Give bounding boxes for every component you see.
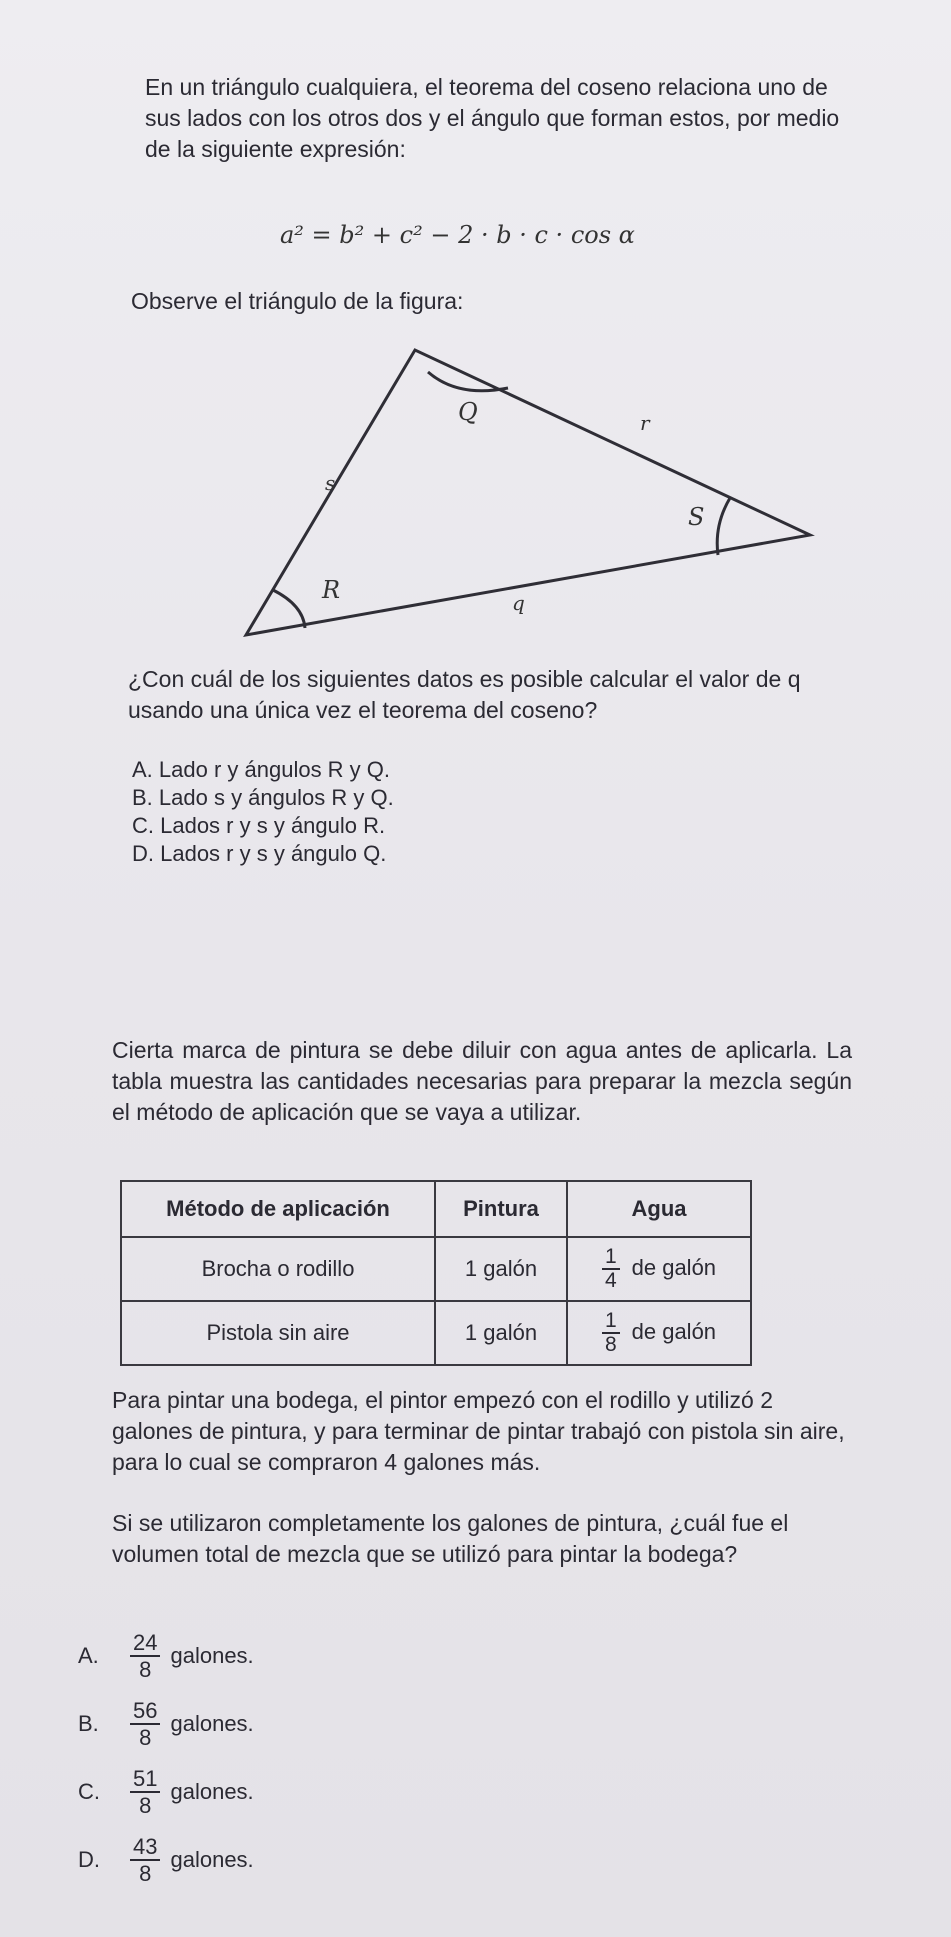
option-unit: galones. — [170, 1779, 254, 1804]
option-fraction — [130, 1630, 160, 1682]
fraction-numerator: 24 — [130, 1630, 160, 1657]
angle-arc-r — [273, 590, 305, 628]
cell-paint: 1 galón — [435, 1301, 567, 1365]
paint-intro-paragraph: Cierta marca de pintura se debe diluir con agua antes de aplicarla. La tabla muestra las cantidades necesarias para preparar la mezcla según el método de aplicación que se vaya a utilizar. — [112, 1037, 852, 1125]
option-2c[interactable] — [78, 1766, 254, 1818]
cell-method: Brocha o rodillo — [121, 1237, 435, 1301]
cell-water — [567, 1301, 751, 1365]
water-fraction — [602, 1246, 620, 1292]
option-letter: C. — [78, 1779, 100, 1804]
option-fraction — [130, 1766, 160, 1818]
fraction-numerator: 43 — [130, 1834, 160, 1861]
cell-method: Pistola sin aire — [121, 1301, 435, 1365]
fraction-denominator: 4 — [604, 1269, 617, 1292]
option-2d[interactable] — [78, 1834, 254, 1886]
fraction-numerator: 1 — [602, 1246, 620, 1270]
option-1b[interactable]: B. Lado s y ángulos R y Q. — [132, 785, 394, 810]
question-1: ¿Con cuál de los siguientes datos es posible calcular el valor de q usando una única vez el teorema del coseno? — [128, 666, 801, 723]
option-2b[interactable] — [78, 1698, 254, 1750]
fraction-numerator: 51 — [130, 1766, 160, 1793]
water-unit: de galón — [631, 1318, 717, 1344]
label-side-s: s — [325, 471, 336, 495]
option-1c[interactable]: C. Lados r y s y ángulo R. — [132, 813, 386, 838]
option-unit: galones. — [170, 1711, 254, 1736]
water-unit: de galón — [631, 1254, 717, 1280]
option-fraction — [130, 1698, 160, 1750]
label-angle-s: S — [688, 503, 705, 531]
table-row — [121, 1301, 751, 1365]
cell-water — [567, 1237, 751, 1301]
observe-instruction: Observe el triángulo de la figura: — [131, 288, 464, 314]
angle-arc-s — [717, 498, 730, 555]
fraction-numerator: 1 — [602, 1310, 620, 1334]
table-header-row — [121, 1181, 751, 1237]
cell-paint: 1 galón — [435, 1237, 567, 1301]
triangle-figure — [0, 0, 951, 660]
question-2: Si se utilizaron completamente los galones de pintura, ¿cuál fue el volumen total de mezcla que se utilizó para pintar la bodega? — [112, 1510, 789, 1567]
option-letter: D. — [78, 1847, 100, 1872]
option-1d[interactable]: D. Lados r y s y ángulo Q. — [132, 841, 387, 866]
header-water: Agua — [567, 1181, 751, 1237]
option-letter: A. — [78, 1643, 99, 1668]
label-angle-r: R — [322, 576, 341, 604]
fraction-denominator: 8 — [139, 1725, 152, 1750]
table-row — [121, 1237, 751, 1301]
fraction-denominator: 8 — [139, 1793, 152, 1818]
intro-paragraph: En un triángulo cualquiera, el teorema del coseno relaciona uno de sus lados con los otros dos y el ángulo que forman estos, por medio de la siguiente expresión: — [145, 74, 840, 162]
header-method: Método de aplicación — [121, 1181, 435, 1237]
paint-story-paragraph: Para pintar una bodega, el pintor empezó con el rodillo y utilizó 2 galones de pintura, y para terminar de pintar trabajó con pistola sin aire, para lo cual se compraron 4 galones más. — [112, 1387, 845, 1475]
option-fraction — [130, 1834, 160, 1886]
option-1a[interactable]: A. Lado r y ángulos R y Q. — [132, 757, 391, 782]
option-2a[interactable] — [78, 1630, 254, 1682]
fraction-denominator: 8 — [604, 1333, 617, 1356]
fraction-numerator: 56 — [130, 1698, 160, 1725]
option-unit: galones. — [170, 1847, 254, 1872]
label-side-q: q — [512, 591, 525, 615]
option-unit: galones. — [170, 1643, 254, 1668]
mixture-table — [120, 1180, 752, 1366]
cosine-law-formula: a² = b² + c² − 2 · b · c · cos α — [280, 221, 635, 249]
label-angle-q: Q — [458, 398, 478, 426]
fraction-denominator: 8 — [139, 1861, 152, 1886]
label-side-r: r — [640, 411, 650, 435]
fraction-denominator: 8 — [139, 1657, 152, 1682]
option-letter: B. — [78, 1711, 99, 1736]
header-paint: Pintura — [435, 1181, 567, 1237]
water-fraction — [602, 1310, 620, 1356]
